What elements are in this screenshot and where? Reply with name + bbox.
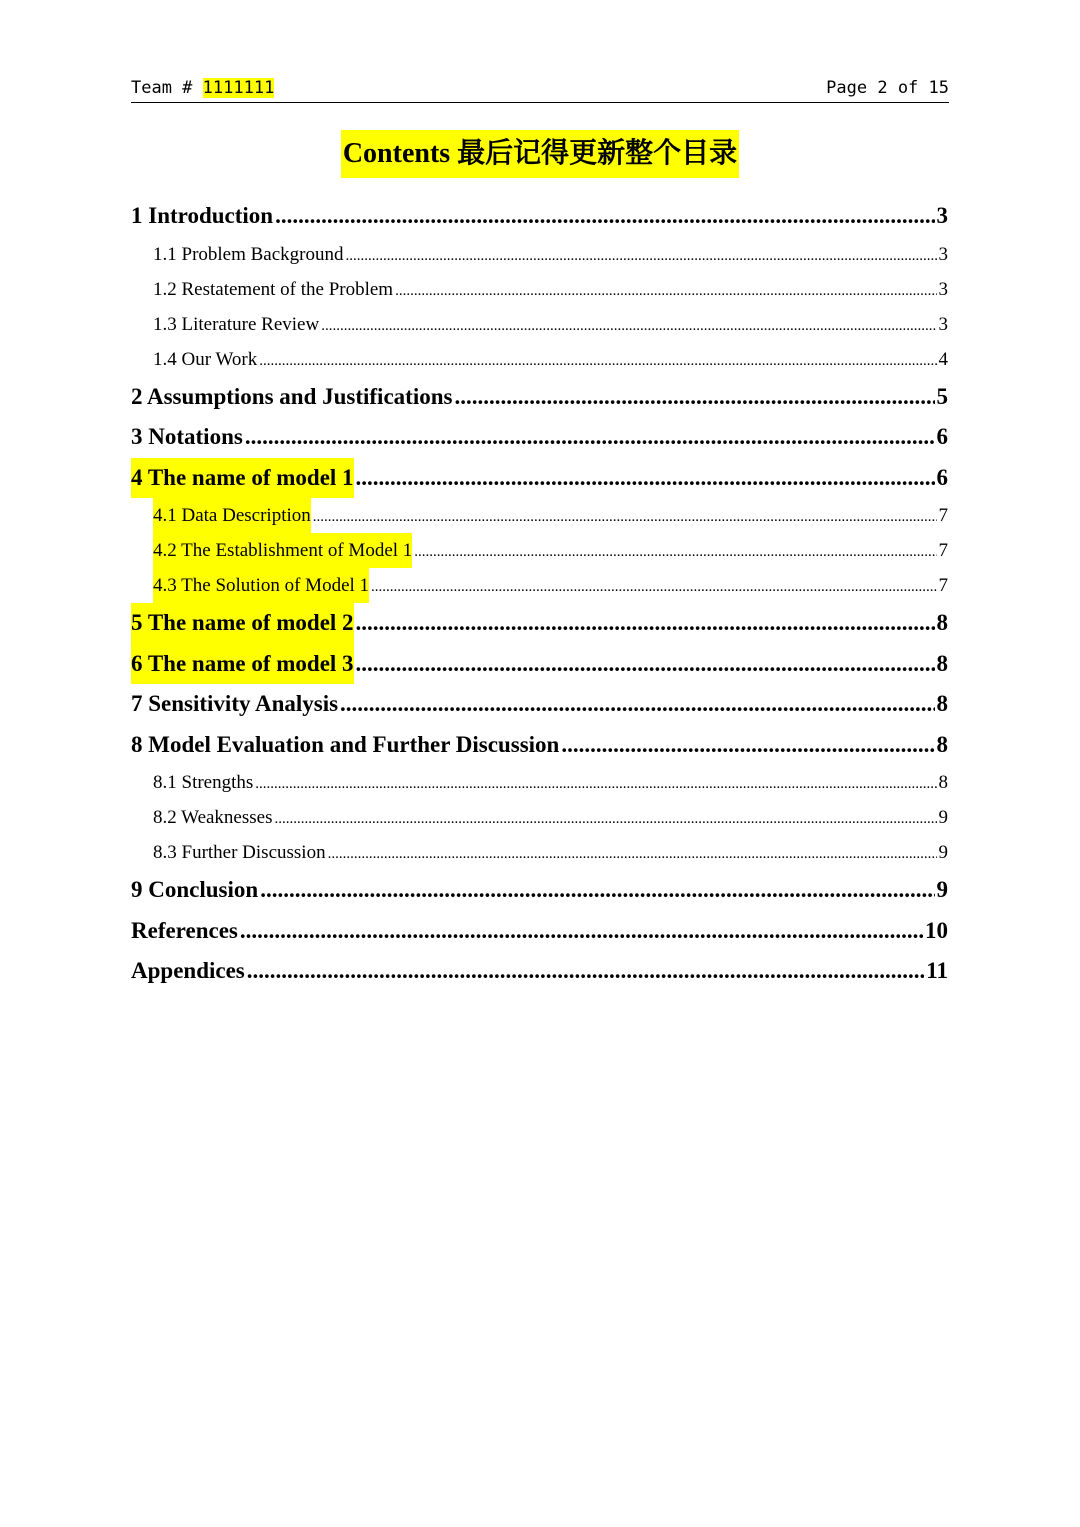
toc-dot-leader — [395, 274, 936, 309]
toc-entry-label: 5 The name of model 2 — [131, 603, 354, 644]
toc-dot-leader — [340, 684, 934, 725]
table-of-contents — [131, 196, 948, 992]
toc-entry-label: 4.2 The Establishment of Model 1 — [153, 533, 412, 568]
toc-entry-label: 3 Notations — [131, 424, 243, 449]
toc-entry-page-number: 6 — [936, 424, 948, 449]
toc-entry-subsection[interactable] — [131, 272, 948, 307]
toc-entry-label: 8 Model Evaluation and Further Discussion — [131, 731, 560, 757]
toc-entry-section[interactable] — [131, 417, 948, 458]
toc-dot-leader — [414, 535, 936, 570]
toc-entry-section[interactable] — [131, 377, 948, 418]
toc-entry-subsection[interactable] — [131, 765, 948, 800]
toc-dot-leader — [346, 239, 937, 274]
toc-dot-leader — [356, 644, 935, 685]
toc-entry-label: 1.2 Restatement of the Problem — [153, 278, 394, 300]
toc-title: Contents 最后记得更新整个目录 — [341, 130, 739, 178]
toc-entry-label: 7 Sensitivity Analysis — [131, 691, 339, 716]
toc-dot-leader — [260, 870, 934, 911]
toc-entry-label: 4.3 The Solution of Model 1 — [153, 568, 369, 603]
toc-dot-leader — [240, 911, 923, 952]
toc-dot-leader — [371, 570, 936, 605]
toc-entry-label: 1 Introduction — [131, 203, 274, 228]
team-label: Team # — [131, 78, 203, 98]
toc-entry-subsection[interactable] — [131, 342, 948, 377]
team-number: 1111111 — [202, 78, 275, 98]
toc-dot-leader — [255, 767, 936, 802]
toc-entry-page-number: 6 — [936, 464, 948, 490]
toc-entry-label: 1.1 Problem Background — [153, 243, 344, 265]
toc-entry-label: References — [131, 917, 238, 943]
toc-entry-label: 8.2 Weaknesses — [153, 807, 273, 828]
toc-dot-leader — [454, 377, 934, 418]
toc-entry-subsection[interactable] — [131, 237, 948, 272]
toc-entry-section[interactable] — [131, 458, 948, 499]
toc-entry-label: 6 The name of model 3 — [131, 644, 354, 685]
toc-entry-subsection[interactable] — [131, 533, 948, 568]
toc-entry-page-number: 3 — [938, 313, 948, 335]
toc-entry-label: 2 Assumptions and Justifications — [131, 383, 453, 409]
toc-dot-leader — [313, 500, 937, 535]
toc-dot-leader — [274, 802, 936, 837]
toc-entry-label: 1.4 Our Work — [153, 348, 258, 370]
toc-entry-page-number: 7 — [938, 505, 948, 526]
toc-entry-page-number: 8 — [936, 610, 948, 635]
toc-entry-section[interactable] — [131, 870, 948, 911]
toc-entry-page-number: 7 — [938, 575, 948, 596]
toc-entry-subsection[interactable] — [131, 568, 948, 603]
toc-entry-subsection[interactable] — [131, 835, 948, 870]
toc-entry-page-number: 9 — [938, 842, 948, 863]
toc-entry-section[interactable] — [131, 951, 948, 992]
toc-entry-page-number: 8 — [936, 691, 948, 716]
toc-entry-page-number: 11 — [926, 958, 948, 983]
toc-entry-page-number: 9 — [936, 877, 948, 902]
toc-entry-page-number: 7 — [938, 540, 948, 561]
page-indicator: Page 2 of 15 — [826, 78, 949, 98]
toc-entry-section[interactable] — [131, 911, 948, 952]
toc-dot-leader — [328, 837, 937, 872]
toc-dot-leader — [259, 344, 936, 379]
page-header — [131, 76, 949, 103]
toc-entry-page-number: 10 — [925, 917, 948, 943]
toc-entry-label: Appendices — [131, 958, 245, 983]
toc-entry-page-number: 8 — [936, 650, 948, 676]
toc-entry-label: 9 Conclusion — [131, 877, 259, 902]
toc-entry-section[interactable] — [131, 644, 948, 685]
toc-entry-label: 8.3 Further Discussion — [153, 842, 326, 863]
toc-entry-label: 1.3 Literature Review — [153, 313, 320, 335]
toc-dot-leader — [247, 951, 925, 992]
toc-dot-leader — [275, 196, 934, 237]
toc-entry-label: 4.1 Data Description — [153, 498, 311, 533]
toc-dot-leader — [356, 603, 935, 644]
toc-dot-leader — [561, 725, 934, 766]
toc-entry-page-number: 4 — [938, 348, 948, 370]
toc-entry-page-number: 3 — [938, 243, 948, 265]
toc-entry-page-number: 5 — [936, 383, 948, 409]
toc-entry-section[interactable] — [131, 684, 948, 725]
toc-title-container — [0, 130, 1080, 178]
toc-entry-subsection[interactable] — [131, 307, 948, 342]
toc-entry-section[interactable] — [131, 196, 948, 237]
toc-entry-page-number: 3 — [938, 278, 948, 300]
toc-entry-page-number: 3 — [936, 203, 948, 228]
toc-entry-subsection[interactable] — [131, 800, 948, 835]
toc-entry-page-number: 8 — [938, 772, 948, 793]
toc-dot-leader — [321, 309, 936, 344]
toc-entry-page-number: 8 — [936, 731, 948, 757]
toc-entry-label: 4 The name of model 1 — [131, 458, 354, 499]
team-label-group — [131, 78, 274, 98]
toc-dot-leader — [356, 458, 935, 499]
toc-entry-page-number: 9 — [938, 807, 948, 828]
toc-entry-section[interactable] — [131, 725, 948, 766]
toc-dot-leader — [245, 417, 935, 458]
toc-entry-section[interactable] — [131, 603, 948, 644]
toc-entry-label: 8.1 Strengths — [153, 772, 254, 793]
toc-entry-subsection[interactable] — [131, 498, 948, 533]
